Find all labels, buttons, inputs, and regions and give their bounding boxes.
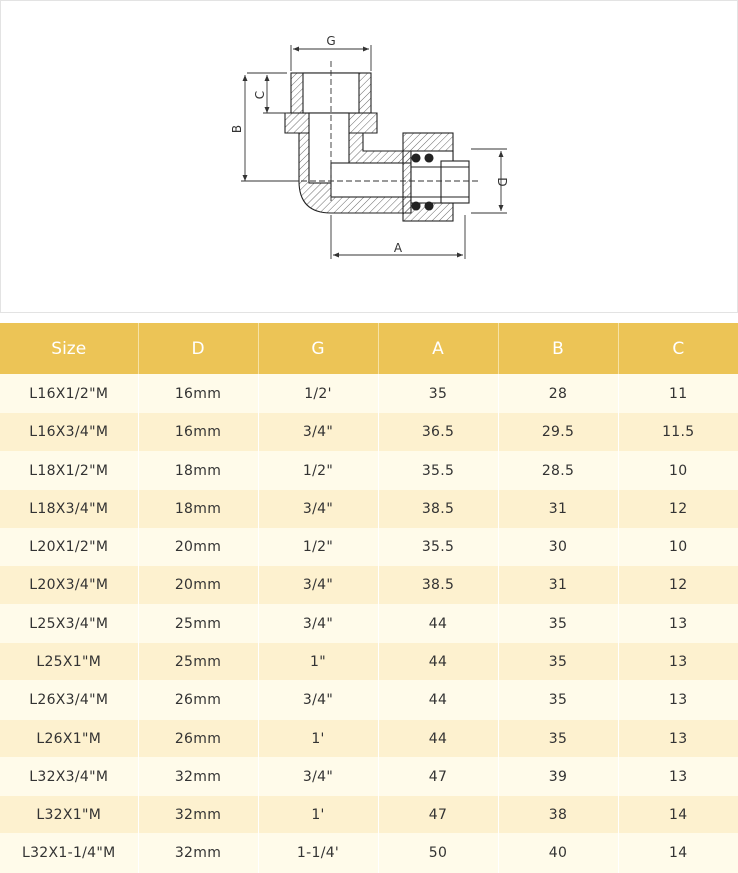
cell-a: 38.5: [378, 566, 498, 604]
cell-b: 35: [498, 680, 618, 720]
cell-a: 38.5: [378, 490, 498, 528]
cell-size: L16X3/4"M: [0, 413, 138, 451]
cell-size: L16X1/2"M: [0, 374, 138, 413]
technical-drawing-panel: [0, 0, 738, 313]
header-g: G: [258, 323, 378, 374]
cell-b: 35: [498, 720, 618, 757]
table-row: [0, 490, 738, 528]
cell-g: 1': [258, 720, 378, 757]
table-row: [0, 757, 738, 796]
cell-c: 10: [618, 451, 738, 490]
table-row: [0, 833, 738, 873]
dim-label-c: C: [253, 90, 267, 100]
cell-size: L25X1"M: [0, 643, 138, 680]
cell-size: L18X1/2"M: [0, 451, 138, 490]
table-row: [0, 680, 738, 720]
cell-a: 47: [378, 757, 498, 796]
cell-d: 18mm: [138, 451, 258, 490]
cell-g: 1': [258, 796, 378, 833]
cell-g: 1/2": [258, 451, 378, 490]
spec-table: [0, 323, 738, 873]
cell-b: 29.5: [498, 413, 618, 451]
table-row: [0, 796, 738, 833]
cell-size: L32X3/4"M: [0, 757, 138, 796]
table-row: [0, 528, 738, 566]
cell-c: 13: [618, 720, 738, 757]
cell-c: 13: [618, 757, 738, 796]
cell-size: L18X3/4"M: [0, 490, 138, 528]
header-size: Size: [0, 323, 138, 374]
cell-b: 31: [498, 490, 618, 528]
cell-b: 30: [498, 528, 618, 566]
cell-c: 11.5: [618, 413, 738, 451]
cell-c: 13: [618, 604, 738, 643]
cell-g: 3/4": [258, 757, 378, 796]
header-c: C: [618, 323, 738, 374]
cell-d: 32mm: [138, 833, 258, 873]
cell-b: 28.5: [498, 451, 618, 490]
cell-g: 1/2": [258, 528, 378, 566]
cell-b: 28: [498, 374, 618, 413]
cell-b: 35: [498, 604, 618, 643]
cell-d: 25mm: [138, 604, 258, 643]
dim-label-g: G: [326, 34, 336, 48]
cell-size: L32X1"M: [0, 796, 138, 833]
cell-a: 44: [378, 604, 498, 643]
cell-d: 32mm: [138, 796, 258, 833]
elbow-fitting-drawing: [1, 1, 737, 312]
cell-c: 14: [618, 796, 738, 833]
cell-a: 44: [378, 720, 498, 757]
cell-size: L20X1/2"M: [0, 528, 138, 566]
cell-d: 32mm: [138, 757, 258, 796]
cell-c: 13: [618, 680, 738, 720]
cell-g: 1": [258, 643, 378, 680]
table-row: [0, 720, 738, 757]
cell-c: 12: [618, 566, 738, 604]
cell-a: 44: [378, 643, 498, 680]
cell-b: 38: [498, 796, 618, 833]
header-a: A: [378, 323, 498, 374]
table-row: [0, 566, 738, 604]
table-row: [0, 643, 738, 680]
dim-label-a: A: [393, 241, 403, 255]
cell-size: L32X1-1/4"M: [0, 833, 138, 873]
table-row: [0, 604, 738, 643]
cell-c: 10: [618, 528, 738, 566]
cell-g: 3/4": [258, 604, 378, 643]
table-body: [0, 374, 738, 873]
cell-g: 1-1/4': [258, 833, 378, 873]
cell-size: L26X1"M: [0, 720, 138, 757]
cell-b: 31: [498, 566, 618, 604]
cell-size: L26X3/4"M: [0, 680, 138, 720]
cell-g: 1/2': [258, 374, 378, 413]
cell-c: 12: [618, 490, 738, 528]
cell-size: L20X3/4"M: [0, 566, 138, 604]
table-row: [0, 451, 738, 490]
cell-a: 35: [378, 374, 498, 413]
cell-a: 36.5: [378, 413, 498, 451]
cell-d: 26mm: [138, 680, 258, 720]
cell-d: 16mm: [138, 374, 258, 413]
cell-b: 39: [498, 757, 618, 796]
cell-d: 16mm: [138, 413, 258, 451]
table-row: [0, 374, 738, 413]
cell-b: 35: [498, 643, 618, 680]
dim-label-b: B: [230, 124, 244, 134]
cell-g: 3/4": [258, 490, 378, 528]
cell-d: 20mm: [138, 528, 258, 566]
table-header-row: [0, 323, 738, 374]
cell-a: 44: [378, 680, 498, 720]
cell-d: 26mm: [138, 720, 258, 757]
cell-c: 14: [618, 833, 738, 873]
cell-c: 13: [618, 643, 738, 680]
header-b: B: [498, 323, 618, 374]
cell-d: 20mm: [138, 566, 258, 604]
cell-a: 35.5: [378, 528, 498, 566]
cell-d: 18mm: [138, 490, 258, 528]
table-row: [0, 413, 738, 451]
cell-b: 40: [498, 833, 618, 873]
dim-label-d: D: [495, 177, 509, 187]
cell-a: 50: [378, 833, 498, 873]
cell-c: 11: [618, 374, 738, 413]
cell-g: 3/4": [258, 413, 378, 451]
fitting-section: [285, 73, 469, 221]
header-d: D: [138, 323, 258, 374]
cell-size: L25X3/4"M: [0, 604, 138, 643]
cell-g: 3/4": [258, 566, 378, 604]
cell-d: 25mm: [138, 643, 258, 680]
cell-a: 47: [378, 796, 498, 833]
cell-g: 3/4": [258, 680, 378, 720]
cell-a: 35.5: [378, 451, 498, 490]
